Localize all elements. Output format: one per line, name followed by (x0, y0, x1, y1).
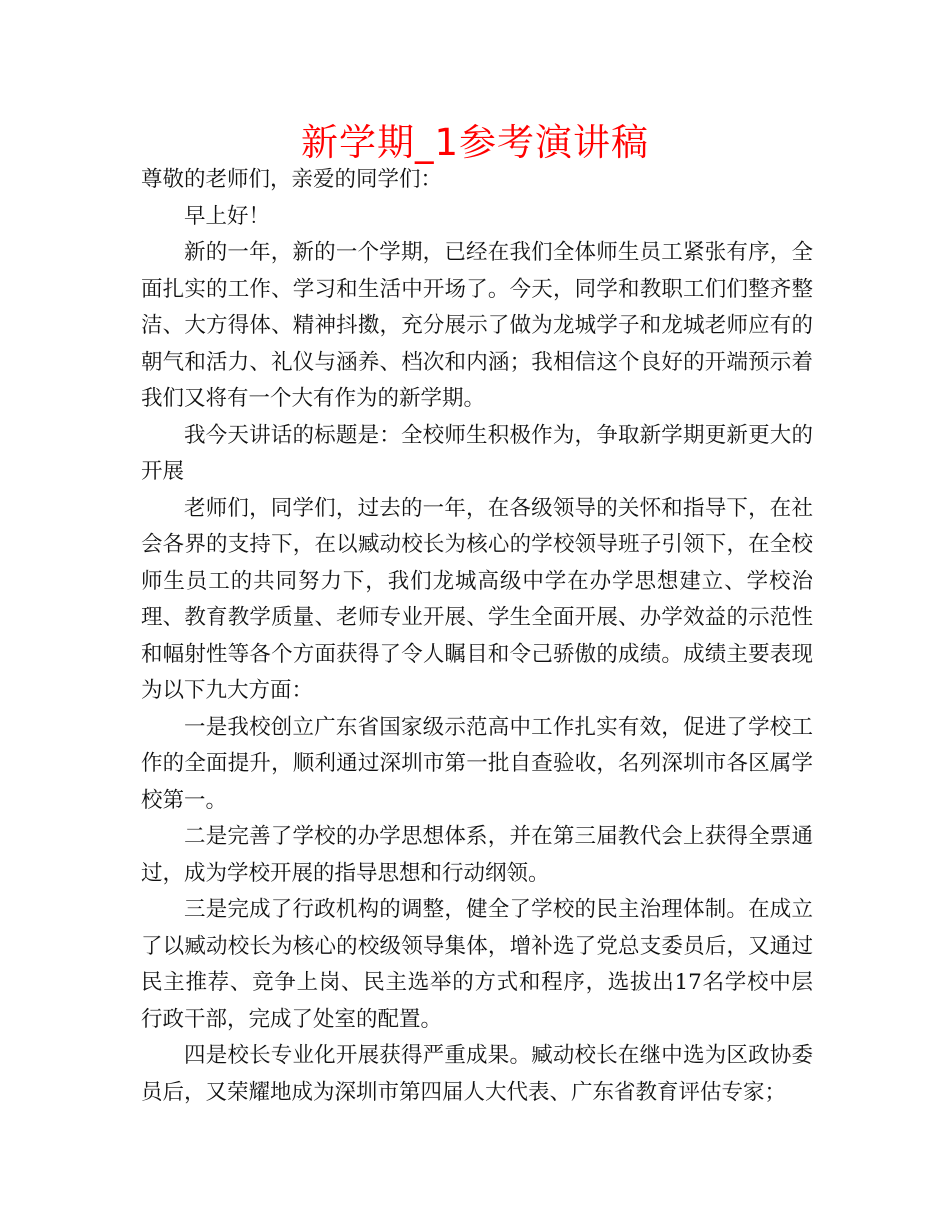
document-title: 新学期_1参考演讲稿 (300, 121, 650, 164)
paragraph: 早上好！ (184, 203, 271, 229)
paragraph: 老师们，同学们，过去的一年，在各级领导的关怀和指导下，在社会各界的支持下，在以臧动校长为核心的学校领导班子引领下，在全校师生员工的共同努力下，我们龙城高级中学在办学思想建立、学校治理、教育教学质量、老师专业开展、学生全面开展、办学效益的示范性和幅射性等各个方面获得了令人瞩目和令己骄傲的成绩。成绩主要表现为以下九大方面： (141, 495, 813, 703)
paragraph: 一是我校创立广东省国家级示范高中工作扎实有效，促进了学校工作的全面提升，顺利通过深圳市第一批自查验收，名列深圳市各区属学校第一。 (141, 714, 813, 813)
paragraph: 我今天讲话的标题是：全校师生积极作为，争取新学期更新更大的开展 (141, 422, 813, 484)
document-body (141, 162, 813, 1111)
paragraph: 三是完成了行政机构的调整，健全了学校的民主治理体制。在成立了以臧动校长为核心的校级领导集体，增补选了党总支委员后，又通过民主推荐、竞争上岗、民主选举的方式和程序，选拔出17名学校中层行政干部，完成了处室的配置。 (141, 897, 813, 1032)
paragraph: 新的一年，新的一个学期，已经在我们全体师生员工紧张有序，全面扎实的工作、学习和生活中开场了。今天，同学和教职工们们整齐整洁、大方得体、精神抖擞，充分展示了做为龙城学子和龙城老师应有的朝气和活力、礼仪与涵养、档次和内涵；我相信这个良好的开端预示着我们又将有一个大有作为的新学期。 (141, 240, 813, 411)
paragraph: 二是完善了学校的办学思想体系，并在第三届教代会上获得全票通过，成为学校开展的指导思想和行动纲领。 (141, 824, 813, 886)
greeting: 尊敬的老师们，亲爱的同学们： (141, 167, 443, 192)
paragraph: 四是校长专业化开展获得严重成果。臧动校长在继中选为区政协委员后，又荣耀地成为深圳市第四届人大代表、广东省教育评估专家； (141, 1043, 813, 1105)
